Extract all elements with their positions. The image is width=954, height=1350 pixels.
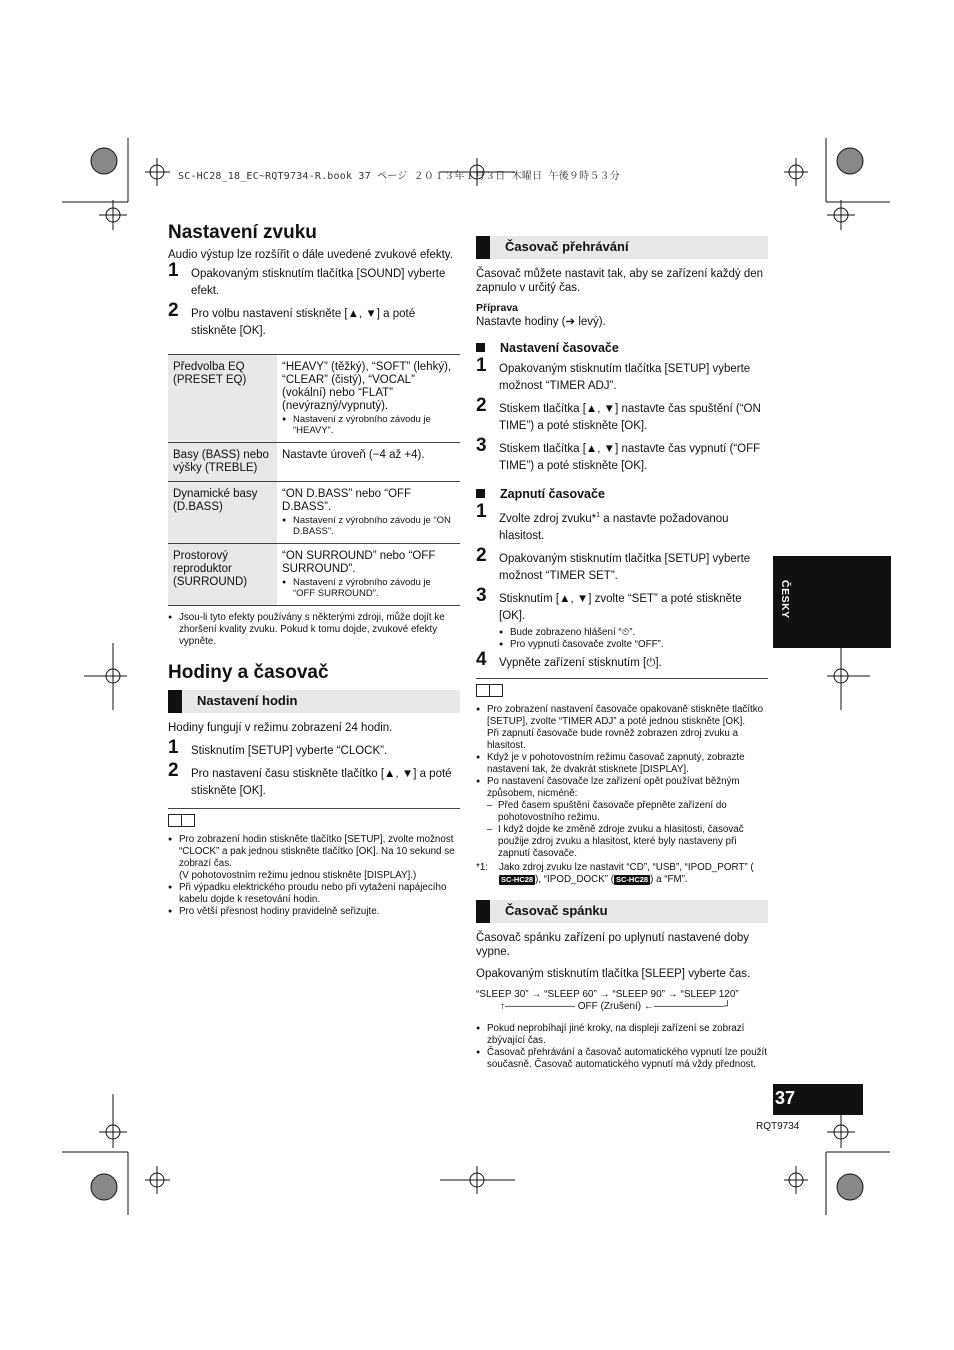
timer-set-step-1 (476, 355, 768, 395)
sleep-step: Opakovaným stisknutím tlačítka [SLEEP] vyberte čas. (476, 967, 751, 980)
bullet-icon: ● (168, 884, 173, 891)
prep-text: Nastavte hodiny (➔ levý). (476, 316, 606, 328)
bullet-icon: ● (499, 628, 504, 636)
sound-note: ● Jsou-li tyto efekty používány s některými zdroji, může dojít ke zhoršení kvality zvuku. Pokud k tomu dojde, zvukové efekty vypněte. (168, 612, 445, 647)
file-header: SC-HC28_18_EC~RQT9734-R.book 37 ページ ２０１３年１月３日 木曜日 午後９時５３分 (178, 171, 620, 182)
step-text: Pro nastavení času stiskněte tlačítko [▲, ▼] a poté stiskněte [OK]. (191, 768, 452, 797)
step-number: 2 (476, 544, 487, 566)
timer-set-title: Nastavení časovače (476, 341, 768, 355)
clock-title: Hodiny a časovač (168, 662, 329, 683)
step-number: 1 (168, 260, 179, 281)
sleep-sequence: “SLEEP 30” → “SLEEP 60” → “SLEEP 90” → “SLEEP 120” (476, 988, 739, 1000)
left-column (168, 222, 460, 918)
bullet-icon: ● (168, 836, 173, 843)
timer-on-step-3 (476, 584, 768, 625)
step-text: Pro volbu nastavení stiskněte [▲, ▼] a poté stiskněte [OK]. (191, 308, 416, 337)
clock-notes (168, 808, 460, 918)
table-key: Basy (BASS) nebo výšky (TREBLE) (168, 443, 277, 482)
step-text: Opakovaným stisknutím tlačítka [SETUP] vyberte možnost “TIMER SET”. (499, 552, 751, 582)
timer-band (476, 236, 768, 259)
band-title: Časovač přehrávání (505, 239, 629, 254)
step-text: Vypněte zařízení stisknutím [⏻]. (499, 656, 662, 669)
timer-on-step-2 (476, 544, 768, 585)
timer-on-title: Zapnutí časovače (476, 487, 768, 501)
note-item: ● Pro vypnutí časovače zvolte “OFF”. (499, 638, 664, 650)
table-value (277, 443, 460, 482)
note-item: ● Když je v pohotovostním režimu časovač zapnutý, zobrazte nastavení tak, že dvakrát stisknete [DISPLAY]. (476, 751, 745, 775)
sleep-intro: Časovač spánku zařízení po uplynutí nastavené doby vypne. (476, 931, 749, 958)
sound-step-2 (168, 300, 460, 340)
note-item: ● Časovač přehrávání a časovač automatického vypnutí lze použít současně. Časovač automatického vypnutí má vždy přednost. (476, 1046, 767, 1070)
note-item: ● Pro zobrazení hodin stiskněte tlačítko [SETUP], zvolte možnost “CLOCK” a pak jednou stiskněte tlačítko [OK]. Na 10 sekund se zobrazí čas. (168, 834, 455, 869)
bullet-icon: ● (476, 753, 481, 761)
square-icon (476, 343, 485, 352)
value-text: “ON D.BASS” nebo “OFF D.BASS”. (282, 488, 412, 513)
band-marker (476, 900, 490, 923)
bullet-icon: ● (476, 705, 481, 713)
sound-table (168, 354, 460, 606)
note-item: (V pohotovostním režimu jednou stiskněte [DISPLAY].) (179, 870, 417, 881)
table-value (277, 482, 460, 544)
sleep-notes (476, 1023, 768, 1071)
note-item: ● Pokud neprobíhají jiné kroky, na displeji zařízení se zobrazí zbývající čas. (476, 1022, 745, 1046)
table-value (277, 355, 460, 443)
timer-on-step-1 (476, 501, 768, 545)
table-row (168, 544, 460, 606)
right-column (476, 230, 768, 1071)
timer-notes (476, 678, 768, 886)
step-text: Stiskem tlačítka [▲, ▼] nastavte čas vypnutí (“OFF TIME”) a poté stiskněte [OK]. (499, 443, 761, 472)
band-title: Nastavení hodin (197, 693, 298, 708)
timer-set-step-2 (476, 395, 768, 435)
step-text: Opakovaným stisknutím tlačítka [SETUP] vyberte možnost “TIMER ADJ”. (499, 363, 751, 392)
book-icon (476, 684, 502, 696)
bullet-icon: ● (476, 1048, 481, 1056)
note-item: ● Při výpadku elektrického proudu nebo při vytažení napájecího kabelu dojde k resetování hodin. (168, 882, 447, 905)
step-number: 4 (476, 648, 487, 670)
dash-item: – Před časem spuštění časovače přepněte zařízení do pohotovostního režimu. (487, 799, 727, 823)
table-row (168, 355, 460, 443)
note-item: ● Po nastavení časovače lze zařízení opět používat běžným způsobem, nicméně: (476, 775, 740, 799)
footnote: *1: Jako zdroj zvuku lze nastavit “CD”, “USB”, “IPOD_PORT” (SC-HC28 ), “IPOD_DOCK” ( SC-HC28 ) a “FM”. (476, 861, 754, 885)
step-text: Zvolte zdroj zvuku*$^1$ a nastavte požadovanou hlasitost. (499, 512, 729, 542)
value-note: ● Nastavení z výrobního závodu je “OFF SURROUND”. (282, 577, 455, 599)
clock-band (168, 690, 460, 713)
bullet-icon: ● (476, 777, 481, 785)
table-value (277, 544, 460, 606)
value-note: ● Nastavení z výrobního závodu je “HEAVY”. (282, 414, 455, 436)
value-text: Nastavte úroveň (−4 až +4). (282, 449, 425, 461)
step-text: Stisknutím [▲, ▼] zvolte “SET” a poté stiskněte [OK]. (499, 592, 742, 622)
step-number: 2 (168, 760, 179, 781)
note-item: ● Pro větší přesnost hodiny pravidelně seřizujte. (168, 906, 380, 917)
bullet-icon: ● (476, 1024, 481, 1032)
table-key: Prostorový reproduktor (SURROUND) (168, 544, 277, 606)
clock-intro: Hodiny fungují v režimu zobrazení 24 hodin. (168, 722, 393, 734)
bullet-icon: ● (499, 640, 504, 648)
note-item: Při zapnutí časovače bude rovněž zobrazen zdroj zvuku a hlasitost. (487, 727, 739, 751)
step-number: 3 (476, 584, 487, 606)
table-row (168, 482, 460, 544)
clock-step-1 (168, 737, 460, 760)
step-number: 2 (168, 300, 179, 321)
table-key: Dynamické basy (D.BASS) (168, 482, 277, 544)
dash-item: – I když dojde ke změně zdroje zvuku a hlasitosti, časovač použije zdroj zvuku a hlasitost, které byly nastaveny při zapnutí časovače. (487, 823, 744, 859)
bullet-icon: ● (168, 908, 173, 915)
step-number: 1 (168, 737, 179, 758)
bullet-icon: ● (168, 614, 173, 621)
sound-title: Nastavení zvuku (168, 222, 317, 243)
step3-notes (476, 627, 768, 651)
table-row (168, 443, 460, 482)
step-number: 1 (476, 355, 487, 376)
step-text: Stiskem tlačítka [▲, ▼] nastavte čas spuštění (“ON TIME”) a poté stiskněte [OK]. (499, 403, 761, 432)
band-marker (476, 236, 490, 259)
square-icon (476, 489, 485, 498)
page-number: 37 (773, 1084, 863, 1115)
sound-step-1 (168, 260, 460, 300)
step-text: Stisknutím [SETUP] vyberte “CLOCK”. (191, 745, 388, 757)
prep-label: Příprava (476, 302, 519, 314)
value-text: “HEAVY” (těžký), “SOFT” (lehký), “CLEAR” (čistý), “VOCAL” (vokální) nebo “FLAT” (nevýrazný/vypnutý). (282, 361, 452, 412)
step-number: 3 (476, 435, 487, 456)
note-item: ● Bude zobrazeno hlášení “⏲”. (499, 626, 636, 638)
step-number: 2 (476, 395, 487, 416)
timer-intro: Časovač můžete nastavit tak, aby se zařízení každý den zapnulo v určitý čas. (476, 268, 764, 294)
note-item: ● Pro zobrazení nastavení časovače opakovaně stiskněte tlačítko [SETUP], zvolte “TIMER ADJ” a poté jednou stiskněte [OK]. (476, 703, 764, 727)
step-number: 1 (476, 501, 487, 522)
book-icon (168, 814, 194, 826)
value-text: “ON SURROUND” nebo “OFF SURROUND”. (282, 550, 436, 575)
sleep-return: ↑——————— OFF (Zrušení) ←———————┘ (500, 1000, 731, 1012)
step-text: Opakovaným stisknutím tlačítka [SOUND] vyberte efekt. (191, 268, 446, 297)
value-note: ● Nastavení z výrobního závodu je “ON D.BASS”. (282, 515, 455, 537)
band-title: Časovač spánku (505, 902, 608, 918)
doc-code: RQT9734 (756, 1121, 800, 1132)
clock-step-2 (168, 760, 460, 800)
table-key: Předvolba EQ (PRESET EQ) (168, 355, 277, 443)
language-tab: ČESKY (773, 556, 891, 648)
band-marker (168, 690, 182, 713)
sleep-band (476, 900, 768, 923)
timer-set-step-3 (476, 435, 768, 475)
sound-intro: Audio výstup lze rozšířit o dále uvedené zvukové efekty. (168, 249, 453, 261)
model-badge: SC-HC28 (616, 874, 649, 884)
timer-on-step-4 (476, 648, 768, 672)
model-badge: SC-HC28 (501, 874, 534, 884)
